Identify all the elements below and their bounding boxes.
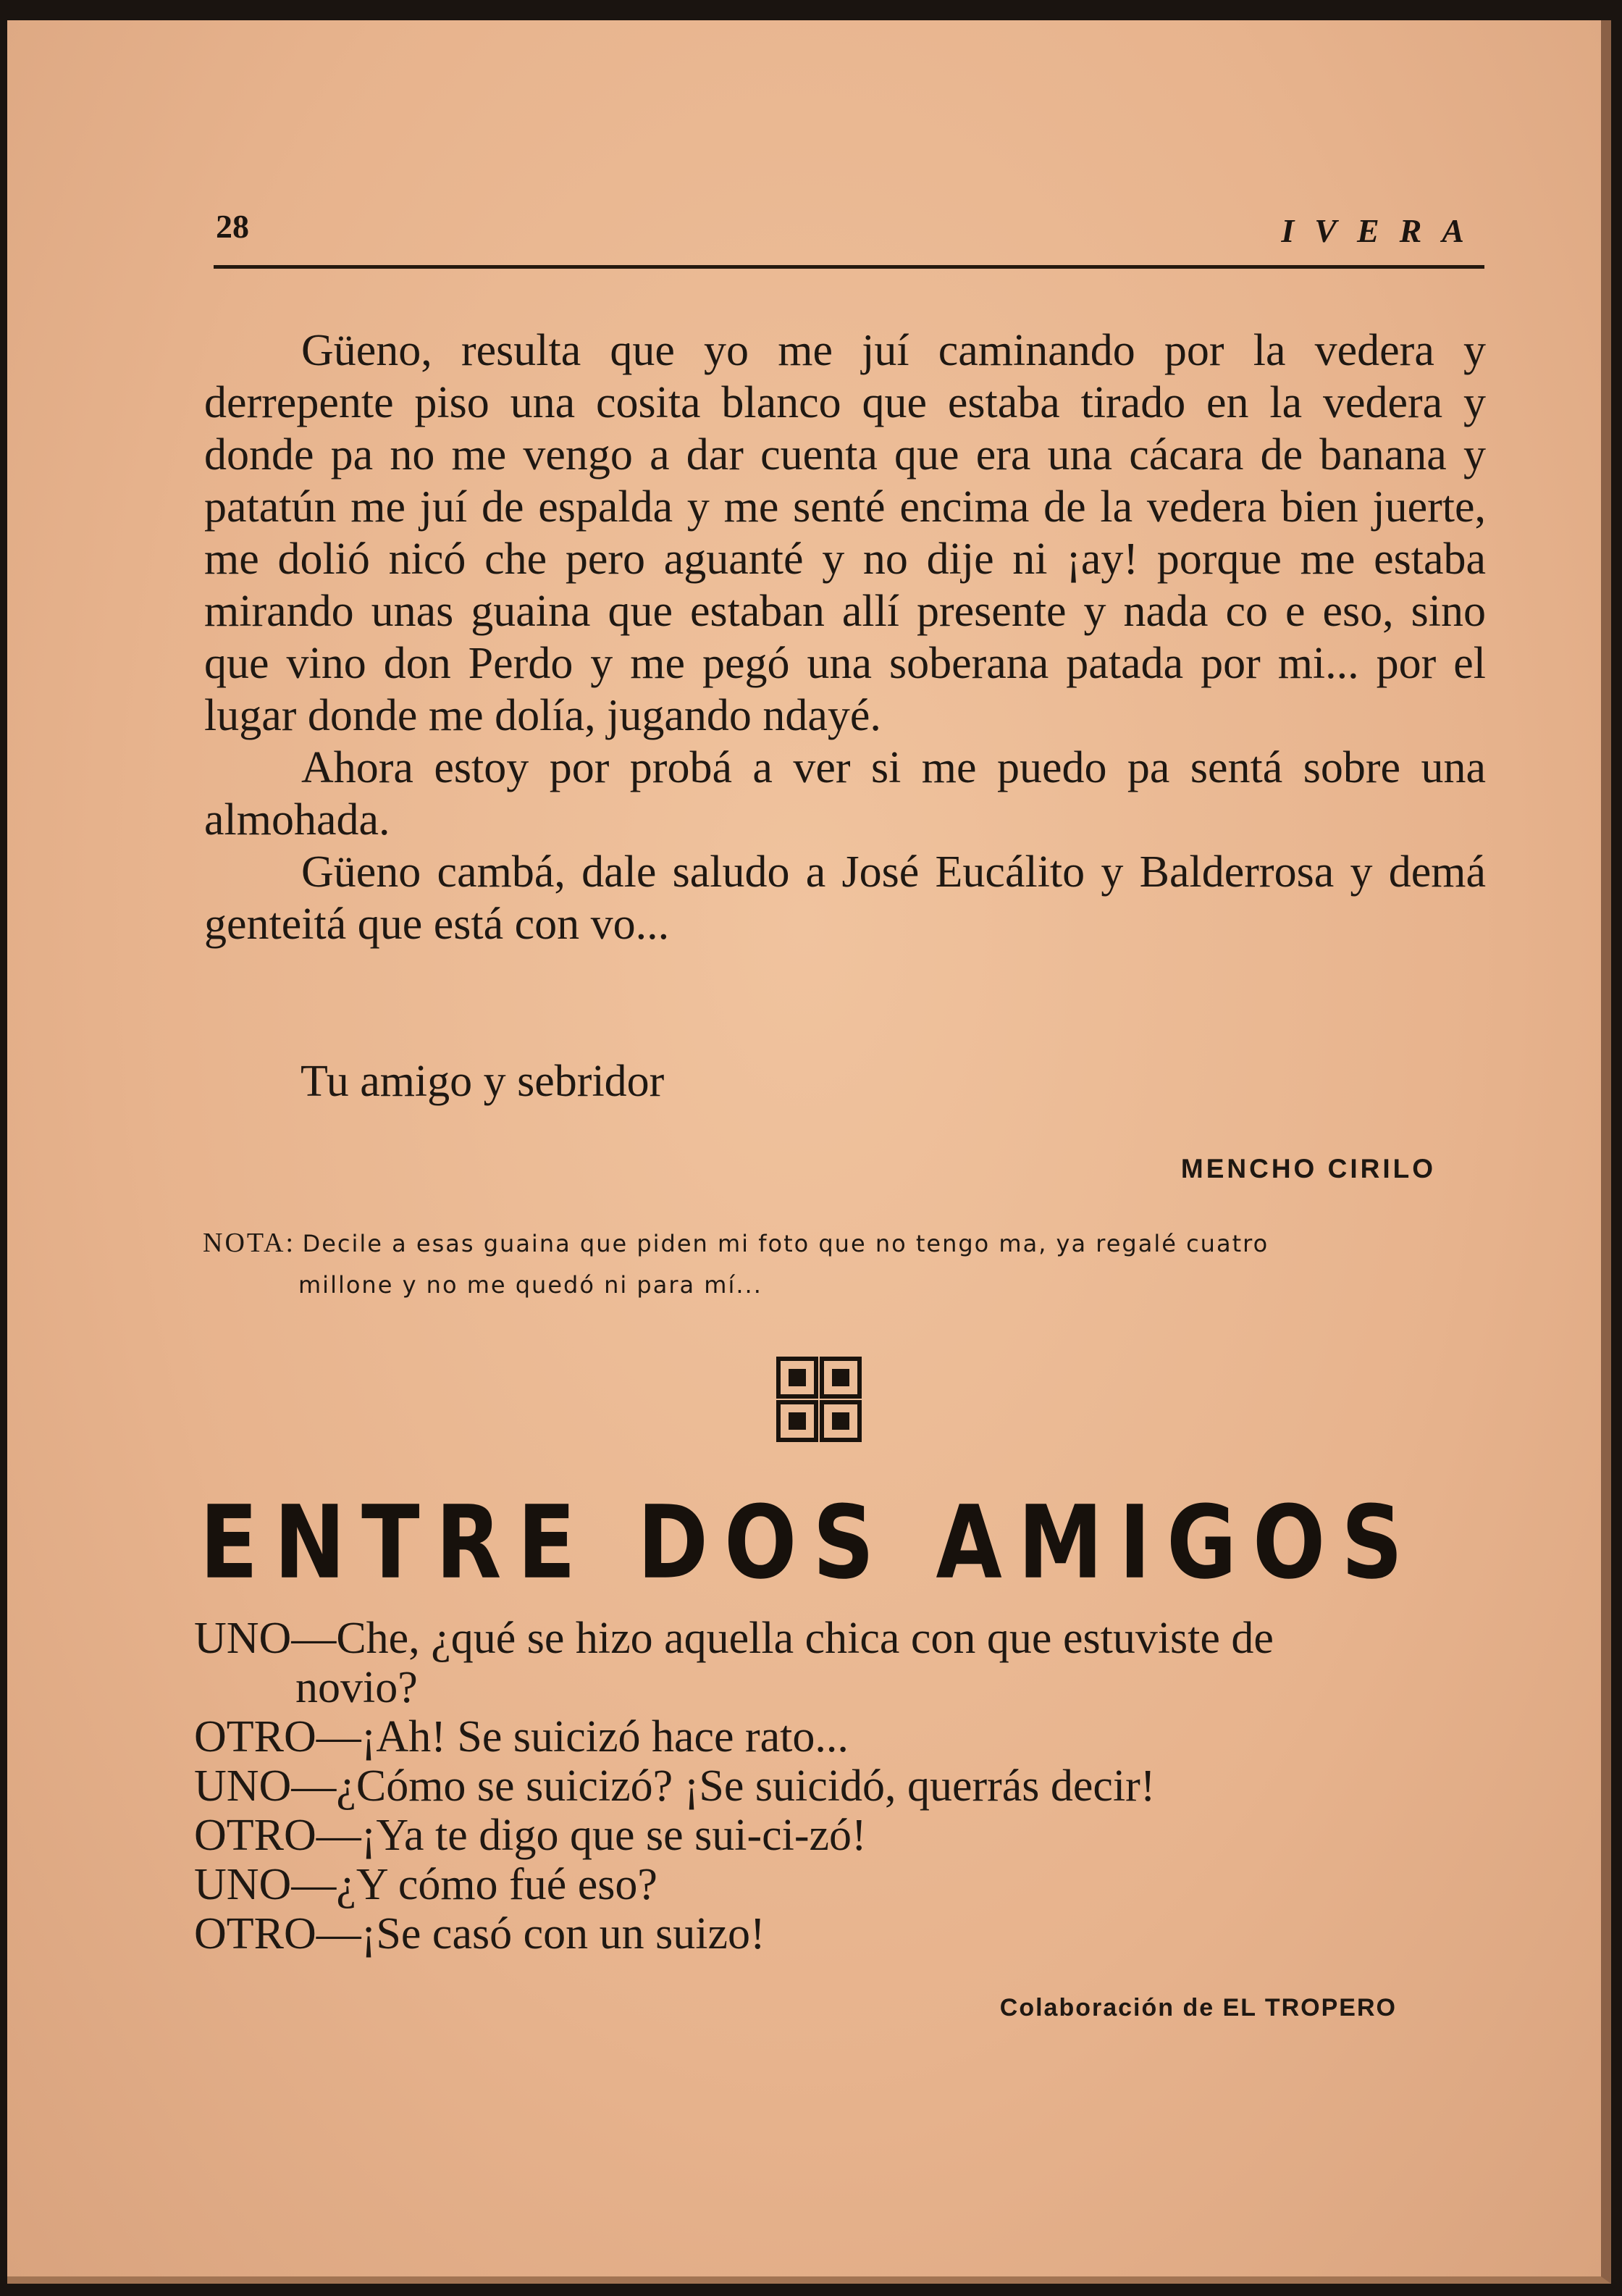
dialogue-line: OTRO—¡Ya te digo que se sui-ci-zó! (194, 1811, 867, 1860)
dialogue-line: UNO—Che, ¿qué se hizo aquella chica con que estuviste de (194, 1614, 1274, 1663)
letter-body (204, 324, 1486, 950)
dialogue-line: OTRO—¡Ah! Se suicizó hace rato... (194, 1712, 849, 1761)
nota-block (203, 1223, 1484, 1305)
joke-title: ENTRE DOS AMIGOS (199, 1483, 1419, 1601)
header-rule (214, 265, 1484, 269)
nota-line-1 (203, 1223, 1484, 1264)
dialogue-line: UNO—¿Cómo se suicizó? ¡Se suicidó, querrás decir! (194, 1761, 1156, 1811)
magazine-page (7, 20, 1611, 2284)
joke-dialogue (194, 1614, 1490, 1958)
page-header (214, 207, 1484, 265)
dialogue-line: UNO—¿Y cómo fué eso? (194, 1860, 657, 1909)
letter-paragraph-2: Ahora estoy por probá a ver si me puedo pa sentá sobre una almohada. (204, 743, 1486, 845)
nota-line-2 (203, 1264, 1484, 1305)
square-ornament-icon (776, 1357, 862, 1442)
letter-paragraph-1: Güeno, resulta que yo me juí caminando por la vedera y derrepente piso una cosita blanco que estaba tirado en la vedera y donde pa no me vengo a dar cuenta que era una cácara de banana y patatún me juí de espalda y me senté encima de la vedera bien juerte, me dolió nicó che pero aguanté y no dije ni ¡ay! porque me estaba mirando unas guaina que estaban allí presente y nada co e eso, sino que vino don Perdo y me pegó una soberana patada por mi... por el lugar donde me dolía, jugando ndayé. (204, 326, 1486, 740)
page-number: 28 (216, 208, 249, 245)
letter-closing: Tu amigo y sebridor (301, 1057, 665, 1106)
nota-text-2: millone y no me quedó ni para mí... (298, 1271, 762, 1299)
joke-credit: Colaboración de EL TROPERO (999, 1994, 1397, 2021)
letter-paragraph-3: Güeno cambá, dale saludo a José Eucálito y Balderrosa y demá genteitá que está con vo... (204, 847, 1486, 949)
running-title: IVERA (1281, 212, 1484, 249)
dialogue-line: OTRO—¡Se casó con un suizo! (194, 1909, 765, 1958)
nota-text-1: Decile a esas guaina que piden mi foto que no tengo ma, ya regalé cuatro (302, 1230, 1269, 1257)
nota-label: NOTA: (203, 1228, 296, 1258)
letter-signature: MENCHO CIRILO (1180, 1154, 1436, 1183)
dialogue-line: novio? (295, 1663, 418, 1712)
